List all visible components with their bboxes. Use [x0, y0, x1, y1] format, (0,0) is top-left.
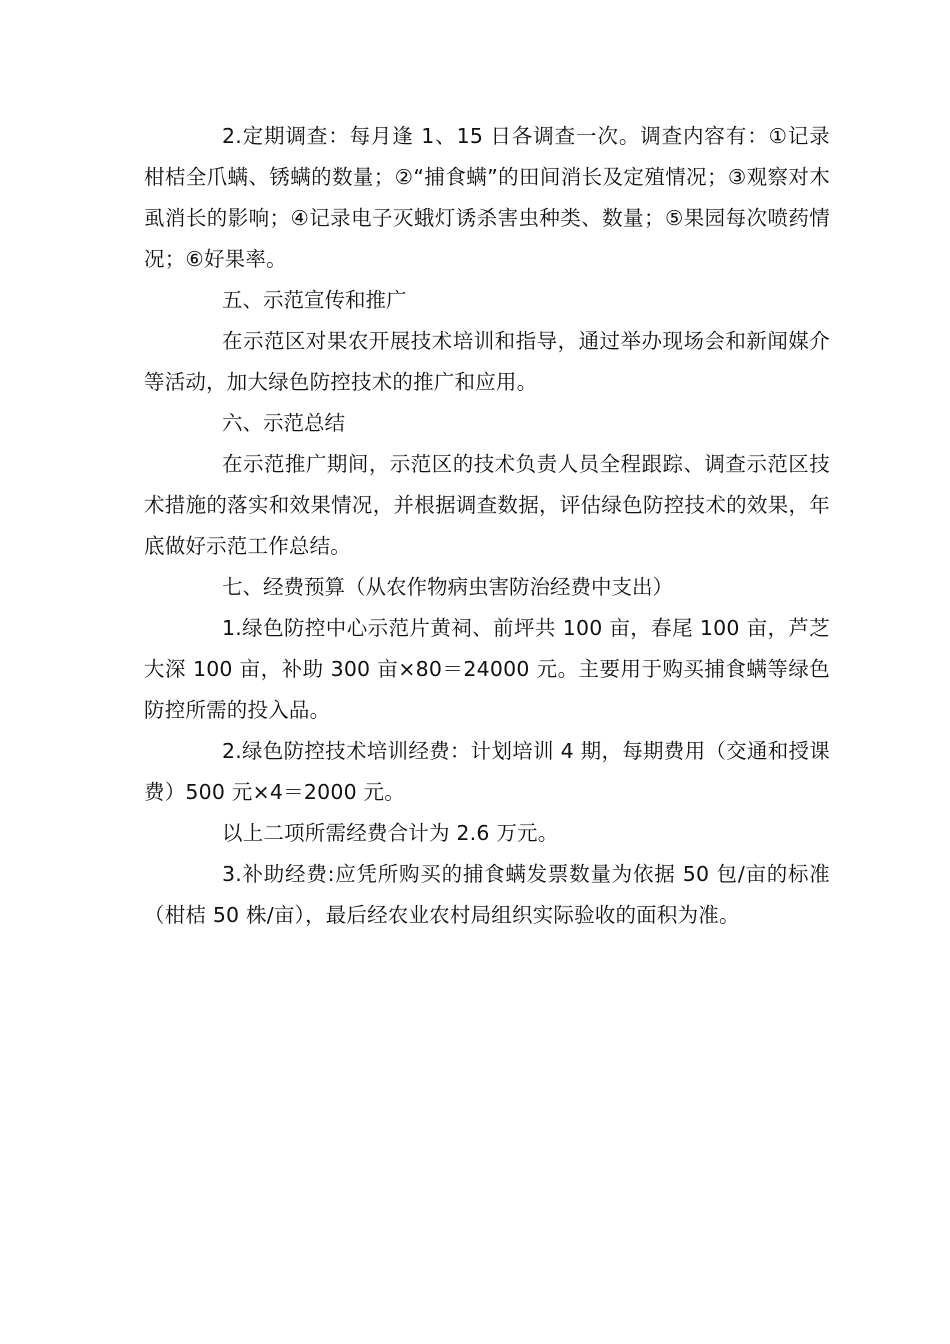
paragraph-budget-demo: 1.绿色防控中心示范片黄祠、前坪共 100 亩，春尾 100 亩，芦芝大深 100 亩，补助 300 亩×80＝24000 元。主要用于购买捕食螨等绿色防控所需的投入品。 — [144, 616, 830, 722]
section-heading-budget: 七、经费预算（从农作物病虫害防治经费中支出） — [222, 575, 673, 599]
paragraph-budget-total: 以上二项所需经费合计为 2.6 万元。 — [222, 821, 559, 845]
paragraph-budget-subsidy: 3.补助经费:应凭所购买的捕食螨发票数量为依据 50 包/亩的标准（柑桔 50 株/亩），最后经农业农村局组织实际验收的面积为准。 — [144, 862, 830, 927]
paragraph-summary: 在示范推广期间，示范区的技术负责人员全程跟踪、调查示范区技术措施的落实和效果情况，并根据调查数据，评估绿色防控技术的效果，年底做好示范工作总结。 — [144, 452, 830, 558]
document-body — [144, 116, 830, 936]
section-heading-summary: 六、示范总结 — [222, 411, 345, 435]
section-heading-promotion: 五、示范宣传和推广 — [222, 288, 407, 312]
paragraph-regular-survey: 2.定期调查：每月逢 1、15 日各调查一次。调查内容有：①记录柑桔全爪螨、锈螨的数量；②“捕食螨”的田间消长及定殖情况；③观察对木虱消长的影响；④记录电子灭蛾灯诱杀害虫种类、数量；⑤果园每次喷药情况；⑥好果率。 — [144, 124, 830, 271]
paragraph-budget-training: 2.绿色防控技术培训经费：计划培训 4 期，每期费用（交通和授课费）500 元×4＝2000 元。 — [144, 739, 830, 804]
paragraph-promotion: 在示范区对果农开展技术培训和指导，通过举办现场会和新闻媒介等活动，加大绿色防控技术的推广和应用。 — [144, 329, 830, 394]
